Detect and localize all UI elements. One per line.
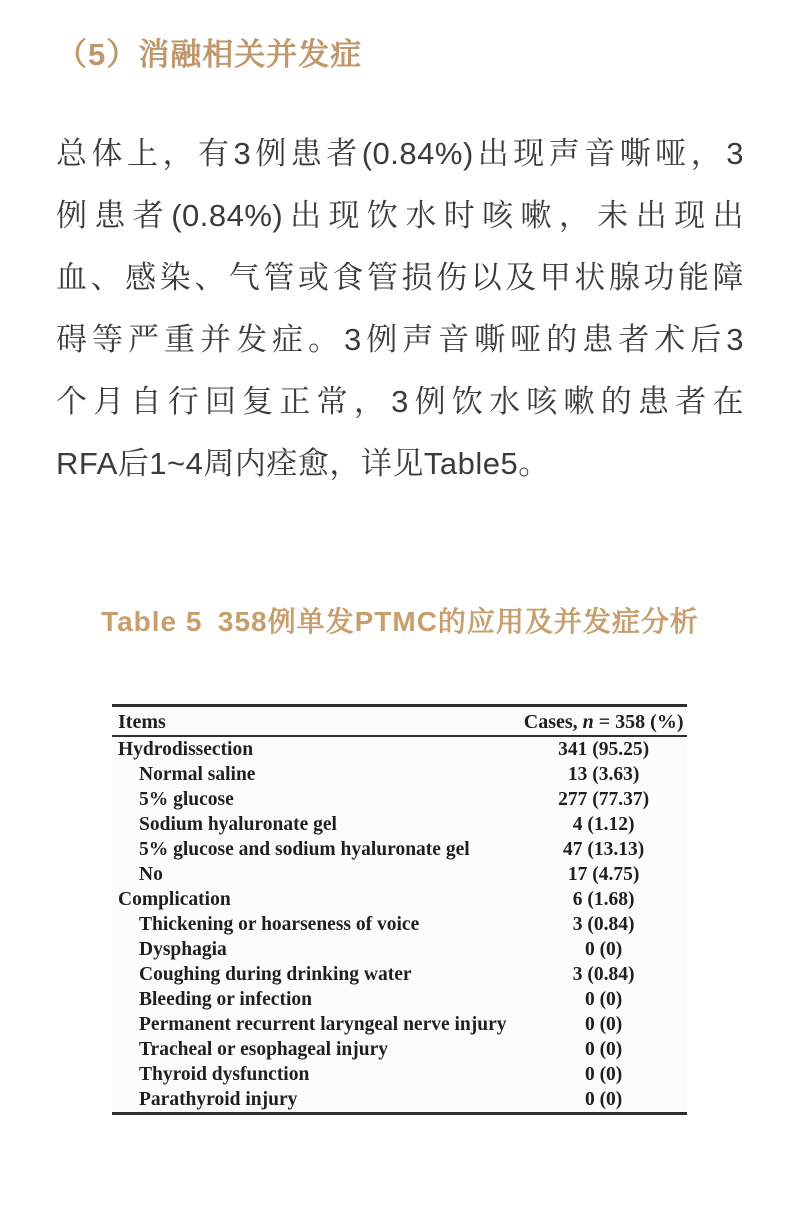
table-row — [112, 887, 687, 912]
table-row — [112, 787, 687, 812]
value-cell: 4 (1.12) — [572, 814, 635, 835]
section-heading: （5）消融相关并发症 — [56, 37, 363, 72]
paragraph-line: 血、感染、气管或食管损伤以及甲状腺功能障 — [56, 260, 744, 295]
item-cell: Tracheal or esophageal injury — [139, 1039, 388, 1060]
item-cell: Bleeding or infection — [139, 989, 312, 1010]
item-cell: Dysphagia — [139, 939, 227, 960]
value-cell: 3 (0.84) — [572, 914, 635, 935]
value-cell: 0 (0) — [584, 1064, 623, 1085]
table-row — [112, 837, 687, 862]
item-cell: Hydrodissection — [118, 739, 254, 760]
cases-header-prefix: Cases, — [523, 711, 583, 733]
table-row — [112, 737, 687, 762]
paragraph-line: 总体上，有3例患者(0.84%)出现声音嘶哑，3 — [56, 136, 744, 171]
item-cell: Permanent recurrent laryngeal nerve injury — [139, 1014, 507, 1035]
paragraph-line: 碍等严重并发症。3例声音嘶哑的患者术后3 — [56, 322, 744, 357]
item-cell: Thyroid dysfunction — [139, 1064, 310, 1085]
table-title-zh: 358例单发PTMC的应用及并发症分析 — [217, 606, 699, 637]
paragraph-line: 例患者(0.84%)出现饮水时咳嗽，未出现出 — [56, 198, 744, 233]
paragraph — [56, 123, 744, 495]
table-row — [112, 962, 687, 987]
value-cell: 277 (77.37) — [558, 789, 650, 810]
table-row — [112, 912, 687, 937]
value-cell: 0 (0) — [584, 1039, 623, 1060]
item-cell: Thickening or hoarseness of voice — [139, 914, 420, 935]
table-row — [112, 762, 687, 787]
value-cell: 6 (1.68) — [572, 889, 635, 910]
paragraph-line: 个月自行回复正常，3例饮水咳嗽的患者在 — [56, 384, 744, 419]
article-body — [0, 38, 800, 1115]
item-cell: Normal saline — [139, 764, 256, 785]
table-row — [112, 1062, 687, 1087]
value-cell: 341 (95.25) — [558, 739, 650, 760]
item-cell: Parathyroid injury — [139, 1089, 298, 1110]
table-title-en: Table 5 — [101, 606, 203, 637]
data-table — [112, 704, 687, 1115]
value-cell: 3 (0.84) — [572, 964, 635, 985]
item-cell: Coughing during drinking water — [139, 964, 412, 985]
item-cell: Sodium hyaluronate gel — [139, 814, 337, 835]
value-cell: 0 (0) — [584, 1014, 623, 1035]
item-cell: Complication — [118, 889, 231, 910]
table-row — [112, 1037, 687, 1062]
cases-header-n: n — [582, 711, 594, 733]
value-cell: 0 (0) — [584, 989, 623, 1010]
cases-header-suffix: = 358 (%) — [593, 711, 684, 733]
value-cell: 0 (0) — [584, 1089, 623, 1110]
item-cell: 5% glucose and sodium hyaluronate gel — [139, 839, 470, 860]
value-cell: 0 (0) — [584, 939, 623, 960]
value-cell: 17 (4.75) — [567, 864, 640, 885]
item-cell: 5% glucose — [139, 789, 234, 810]
table-row — [112, 1087, 687, 1112]
table-row — [112, 812, 687, 837]
table-row — [112, 1012, 687, 1037]
table-row — [112, 987, 687, 1012]
table-row — [112, 937, 687, 962]
table-body — [112, 737, 687, 1112]
table-header-row — [112, 707, 687, 737]
article-page — [0, 38, 800, 1213]
item-cell: No — [139, 864, 163, 885]
table-title — [0, 607, 800, 637]
table-row — [112, 862, 687, 887]
cases-column-header — [520, 707, 687, 735]
value-cell: 13 (3.63) — [567, 764, 640, 785]
items-column-header: Items — [118, 711, 166, 733]
paragraph-line: RFA后1~4周内痊愈，详见Table5。 — [56, 446, 550, 481]
value-cell: 47 (13.13) — [563, 839, 645, 860]
